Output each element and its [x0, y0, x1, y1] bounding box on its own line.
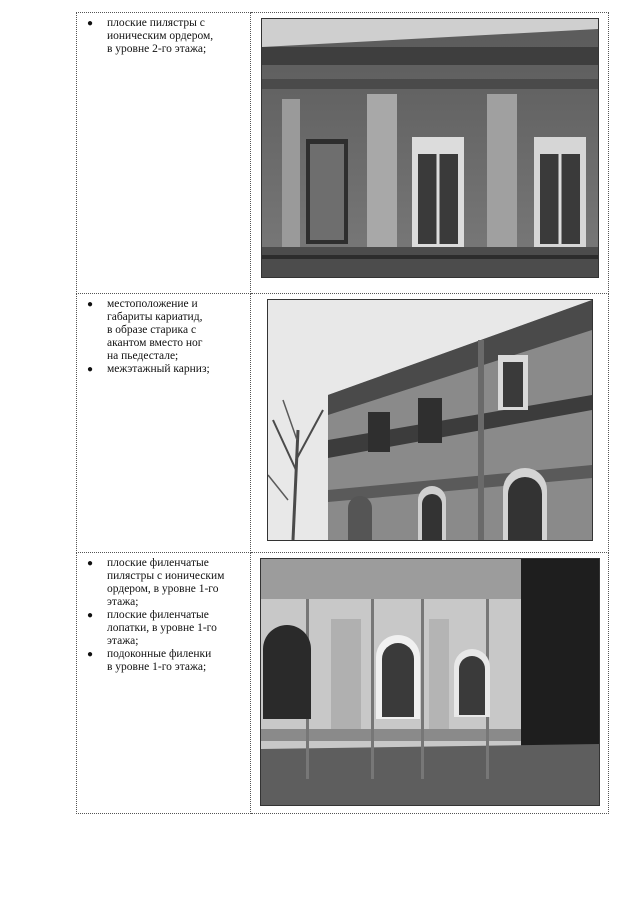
feature-list [85, 557, 244, 674]
feature-list [85, 17, 244, 56]
bullet-icon: ● [87, 18, 94, 29]
feature-text: плоские пилястры с ионическим ордером, в уровне 2-го этажа; [107, 17, 214, 55]
facade-photo-caryatids-icon [267, 299, 593, 541]
features-table [76, 12, 609, 814]
bullet-icon: ● [87, 558, 94, 569]
list-item [85, 363, 244, 376]
feature-text: местоположение и габариты кариатид, в образе старика с акантом вместо ног на пьедестале; [107, 298, 203, 362]
table-row [77, 13, 609, 294]
list-item [85, 609, 244, 648]
feature-text: межэтажный карниз; [107, 363, 210, 375]
photo-cell [251, 13, 609, 294]
table-row [77, 294, 609, 553]
photo-cell [251, 294, 609, 553]
bullet-icon: ● [87, 649, 94, 660]
photo-cell [251, 553, 609, 814]
feature-text: плоские филенчатые лопатки, в уровне 1-го этажа; [107, 609, 217, 647]
list-item [85, 298, 244, 363]
facade-photo-pilasters-icon [261, 18, 599, 278]
text-cell [77, 13, 251, 294]
feature-text: плоские филенчатые пилястры с ионическим ордером, в уровне 1-го этажа; [107, 557, 225, 608]
text-cell [77, 294, 251, 553]
bullet-icon: ● [87, 610, 94, 621]
facade-photo-ground-floor-icon [260, 558, 600, 806]
feature-text: подоконные филенки в уровне 1-го этажа; [107, 648, 212, 673]
bullet-icon: ● [87, 299, 94, 310]
list-item [85, 648, 244, 674]
list-item [85, 17, 244, 56]
table-row [77, 553, 609, 814]
feature-list [85, 298, 244, 376]
bullet-icon: ● [87, 364, 94, 375]
text-cell [77, 553, 251, 814]
list-item [85, 557, 244, 609]
